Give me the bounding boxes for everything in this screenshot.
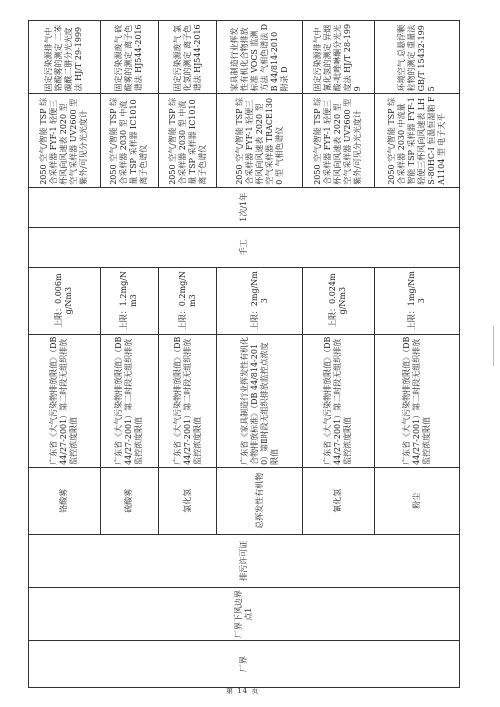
scan-edge-mark — [487, 326, 494, 366]
pollutant-cell: 氰化氢 — [302, 467, 374, 534]
monitoring-table — [28, 20, 460, 688]
method-cell: 固定污染源排气中铬酸雾的测定 二苯碳酰二肼分光光度法 HJ/T 29-1999 — [29, 21, 101, 94]
method-cell: 固定污染源废气 硫酸雾的测定 离子色谱法 HJ544-2016 — [100, 21, 158, 94]
sampling-cell: 2050 空气/智能 TSP 综合采样器 FYF-1 轻便三杯风向风速表 2020 型 空气采样器 TRACE1300 型 气相色谱仪 — [217, 94, 302, 187]
zone-cell: 厂界 — [29, 641, 460, 688]
limit-cell: 上限：1mg/Nm3 — [374, 267, 459, 334]
permit-type-cell: 排污许可证 — [29, 534, 460, 587]
sampling-cell: 2050 空气/智能 TSP 综合采样器 FYF-1 轻便三杯风向风速表 2020 型 空气采样器 UV2600 型 紫外/可见分光光度计 — [302, 94, 374, 187]
method-cell: 固定污染源排气中氰化氢的测定 异烟酸-吡唑啉酮分光光度法 HJ/T 28-1999 — [302, 21, 374, 94]
limit-cell: 上限：0.024mg/Nm3 — [302, 267, 374, 334]
standard-cell: 广东省《家具制造行业挥发性有机化合物排放标准》（DB 44/814-2010）第Ⅱ时段无组织排放监控点浓度限值 — [217, 334, 302, 467]
table-row — [29, 21, 101, 688]
method-cell: 固定污染源废气 氯化氢的测定 离子色谱法 HJ544-2016 — [159, 21, 217, 94]
sampling-cell: 2050 空气/智能 TSP 综合采样器 2030 型 中流量 TSP 采样器 IC1010 离子色谱仪 — [100, 94, 158, 187]
frequency-cell: 1次/1年 — [29, 187, 460, 227]
pollutant-cell: 铬酸雾 — [29, 467, 101, 534]
method-cell: 环境空气 总悬浮颗粒物的测定 重量法 GB/T 15432-1995 — [374, 21, 459, 94]
limit-cell: 上限：0.006mg/Nm3 — [29, 267, 101, 334]
page-number: 第 14 页 — [226, 687, 260, 695]
limit-cell: 上限：2mg/Nm3 — [217, 267, 302, 334]
outlet-cell: 厂界下风边界点1 — [29, 587, 460, 640]
mode-cell: 手工 — [29, 227, 460, 267]
pollutant-cell: 总挥发性有机物 — [217, 467, 302, 534]
limit-cell: 上限：1.2mg/Nm3 — [100, 267, 158, 334]
rotated-table-container — [28, 20, 460, 688]
standard-cell: 广东省《大气污染物排放限值》（DB44/27-2001）第二时段无组织排放监控浓度限值 — [374, 334, 459, 467]
pollutant-cell: 氯化氢 — [159, 467, 217, 534]
pollutant-cell: 粉尘 — [374, 467, 459, 534]
method-cell: 家具制造行业挥发性有机化合物排放标准 VOCS 监测方法 气相色谱法 DB 44/814-2010 附录 D — [217, 21, 302, 94]
sampling-cell: 2050 空气/智能 TSP 综合采样器 FYF-1 轻便三杯风向风速表 2020 型 空气采样器 UV2600 型 紫外/可见分光光度计 — [29, 94, 101, 187]
standard-cell: 广东省《大气污染物排放限值》（DB44/27-2001）第二时段无组织排放监控浓度限值 — [159, 334, 217, 467]
pollutant-cell: 硫酸雾 — [100, 467, 158, 534]
sampling-cell: 2050 空气/智能 TSP 综合采样器 2030 中流量智能 TSP 采样器 FYF-1 轻便三杯风向风速表 LHS-80HC-I 恒温恒湿箱 FA1104 型 电子天平 — [374, 94, 459, 187]
standard-cell: 广东省《大气污染物排放限值》（DB44/27-2001）第二时段无组织排放监控浓度限值 — [302, 334, 374, 467]
sampling-cell: 2050 空气/智能 TSP 综合采样器 2030 型 中流量 TSP 采样器 IC1010 离子色谱仪 — [159, 94, 217, 187]
limit-cell: 上限：0.2mg/Nm3 — [159, 267, 217, 334]
standard-cell: 广东省《大气污染物排放限值》（DB44/27-2001）第二时段无组织排放监控浓度限值 — [100, 334, 158, 467]
standard-cell: 广东省《大气污染物排放限值》（DB44/27-2001）第二时段无组织排放监控浓度限值 — [29, 334, 101, 467]
